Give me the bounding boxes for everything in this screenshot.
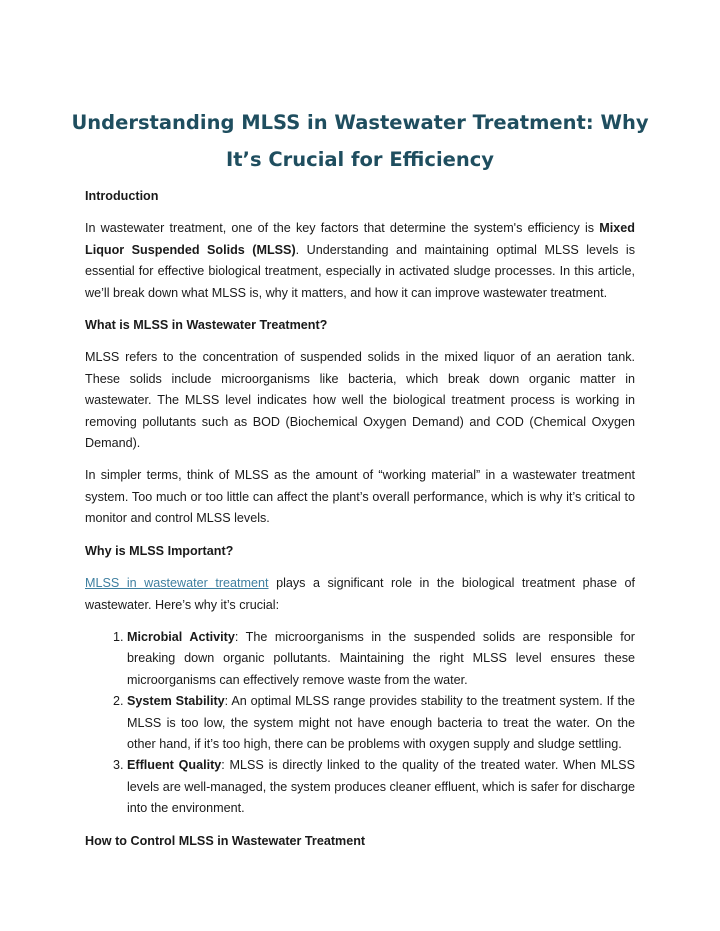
list-item-text: : The microorganisms in the suspended solids are responsible for breaking down organic pollutants. Maintaining the right MLSS level ensures these microorganisms can effectively remove waste from the water. [127, 629, 635, 687]
section-heading-what-is-mlss: What is MLSS in Wastewater Treatment? [85, 318, 328, 333]
mlss-definition-bold: Mixed Liquor Suspended Solids (MLSS) [85, 221, 635, 257]
introduction-text-end: . Understanding and maintaining optimal MLSS levels is essential for effective biological treatment, especially in activated sludge processes. In this article, we’ll break down what MLSS is, why it matters, and how it can improve wastewater treatment. [85, 242, 635, 300]
list-item-title: Effluent Quality [127, 758, 222, 773]
list-item-title: Microbial Activity [127, 629, 235, 644]
page-title: Understanding MLSS in Wastewater Treatment: Why It’s Crucial for Efficiency [71, 111, 649, 171]
what-is-paragraph-1: MLSS refers to the concentration of suspended solids in the mixed liquor of an aeration tank. These solids include microorganisms like bacteria, which break down organic matter in wastewater. The MLSS level indicates how well the biological treatment process is working in removing pollutants such as BOD (Biochemical Oxygen Demand) and COD (Chemical Oxygen Demand). [85, 350, 635, 451]
introduction-text-start: In wastewater treatment, one of the key factors that determine the system's efficiency is [85, 221, 600, 236]
list-item-title: System Stability [127, 694, 225, 709]
list-item [127, 691, 635, 755]
list-item [127, 627, 635, 691]
mlss-article-link[interactable]: MLSS in wastewater treatment [85, 576, 269, 591]
what-is-paragraph-2: In simpler terms, think of MLSS as the amount of “working material” in a wastewater treatment system. Too much or too little can affect the plant’s overall performance, which is why it’s critical to monitor and control MLSS levels. [85, 468, 635, 526]
why-important-paragraph [85, 573, 635, 616]
document-body [85, 186, 635, 863]
section-heading-how-to-control: How to Control MLSS in Wastewater Treatment [85, 833, 366, 848]
why-important-text: plays a significant role in the biological treatment phase of wastewater. Here’s why it’s crucial: [85, 576, 635, 612]
list-item [127, 755, 635, 819]
reasons-list [85, 627, 635, 820]
section-heading-why-important: Why is MLSS Important? [85, 543, 234, 558]
introduction-paragraph [85, 218, 635, 304]
section-heading-introduction: Introduction [85, 189, 159, 203]
list-item-text: : MLSS is directly linked to the quality of the treated water. When MLSS levels are well-managed, the system produces cleaner effluent, which is safer for discharge into the environment. [127, 758, 635, 816]
list-item-text: : An optimal MLSS range provides stability to the treatment system. If the MLSS is too low, the system might not have enough bacteria to treat the water. On the other hand, if it’s too high, there can be problems with oxygen supply and sludge settling. [127, 694, 635, 751]
